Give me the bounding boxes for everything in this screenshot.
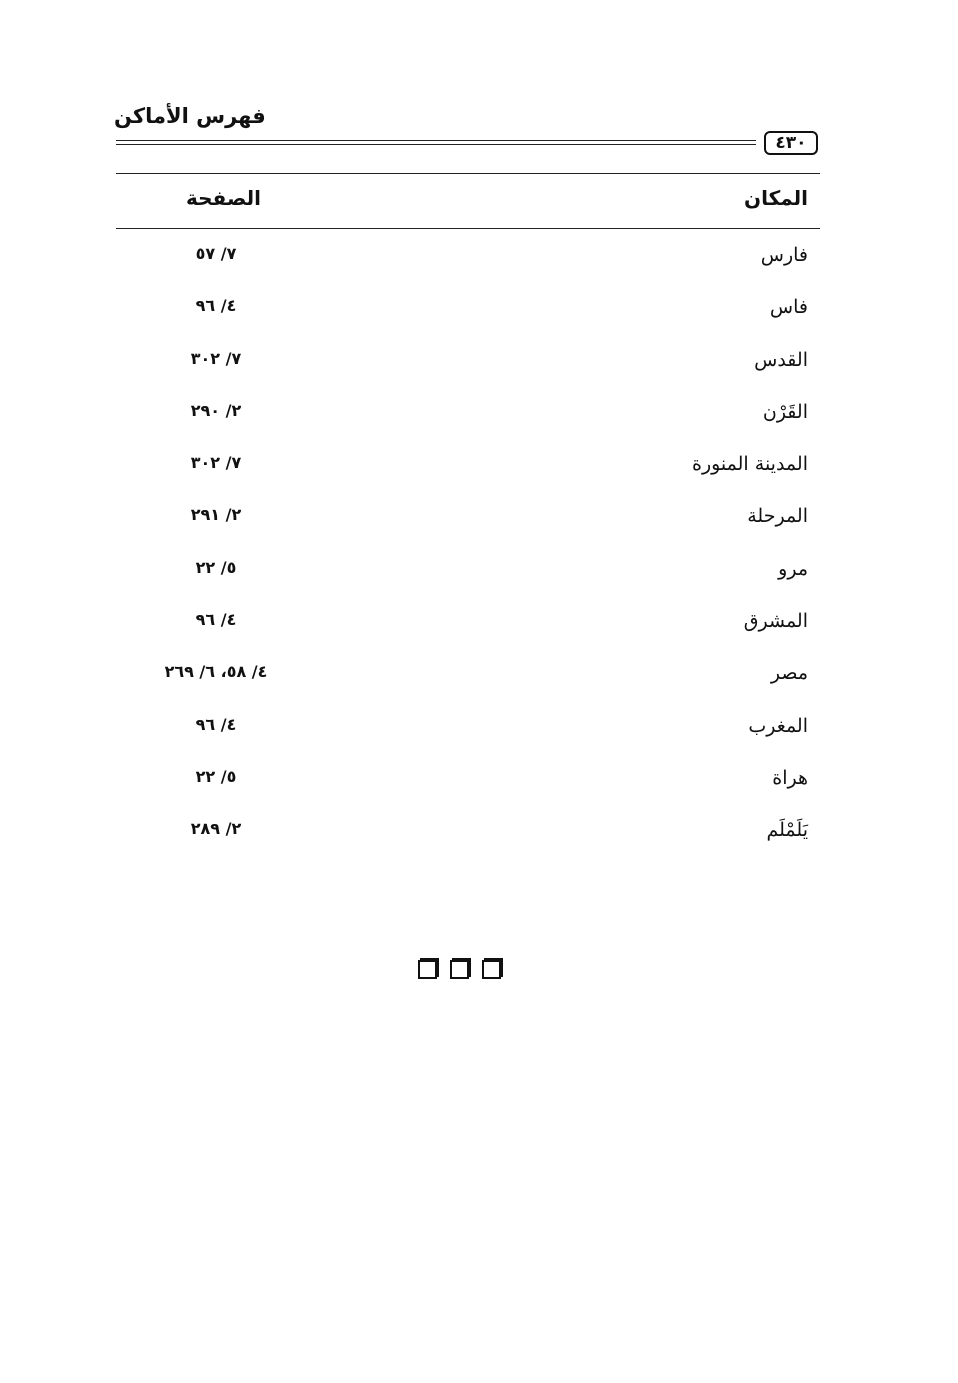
page-reference: ٢/ ٢٩١ xyxy=(190,505,242,525)
table-header-rule xyxy=(116,228,820,229)
page-reference: ٧/ ٣٠٢ xyxy=(190,348,242,368)
page-reference: ٢/ ٢٩٠ xyxy=(190,400,242,420)
place-name: فاس xyxy=(769,296,808,319)
place-name: المغرب xyxy=(748,714,808,737)
table-row xyxy=(116,707,820,759)
table-row xyxy=(116,759,820,811)
place-name: فارس xyxy=(760,244,808,266)
column-header-place: المكان xyxy=(744,186,808,210)
end-of-section-marks xyxy=(418,960,501,979)
table-row xyxy=(116,550,820,602)
page-reference: ٤/ ٩٦ xyxy=(195,714,237,734)
place-name: المشرق xyxy=(743,610,808,633)
place-name: مرو xyxy=(778,557,808,580)
column-header-page: الصفحة xyxy=(186,186,262,210)
table-row xyxy=(116,811,820,863)
table-row xyxy=(116,393,820,445)
table-top-rule xyxy=(116,173,820,174)
place-name: مصر xyxy=(770,662,808,685)
square-ornament-icon xyxy=(418,960,437,979)
page-reference: ٥/ ٢٢ xyxy=(195,766,237,786)
square-ornament-icon xyxy=(482,960,501,979)
place-name: القدس xyxy=(754,348,808,371)
place-name: المدينة المنورة xyxy=(691,453,808,476)
page-reference: ٥/ ٢٢ xyxy=(195,557,237,577)
page-reference: ٤/ ٩٦ xyxy=(195,610,237,630)
table-row xyxy=(116,654,820,706)
place-name: يَلَمْلَم xyxy=(766,819,808,842)
place-name: القَرْن xyxy=(762,400,808,423)
index-table xyxy=(116,236,820,864)
table-row xyxy=(116,288,820,340)
header-double-rule xyxy=(116,140,756,145)
place-name: المرحلة xyxy=(747,505,808,528)
table-row xyxy=(116,236,820,288)
page-reference: ٤/ ٥٨، ٦/ ٢٦٩ xyxy=(164,662,268,682)
square-ornament-icon xyxy=(450,960,469,979)
page-reference: ٧/ ٣٠٢ xyxy=(190,453,242,473)
page-reference: ٤/ ٩٦ xyxy=(195,296,237,316)
table-row xyxy=(116,341,820,393)
table-row xyxy=(116,602,820,654)
table-row xyxy=(116,445,820,497)
page-number: ٤٣٠ xyxy=(764,131,818,155)
page-reference: ٧/ ٥٧ xyxy=(195,244,237,263)
place-name: هراة xyxy=(772,766,808,789)
table-row xyxy=(116,497,820,549)
running-header-title: فهرس الأماكن xyxy=(114,104,266,128)
page-reference: ٢/ ٢٨٩ xyxy=(190,819,242,839)
